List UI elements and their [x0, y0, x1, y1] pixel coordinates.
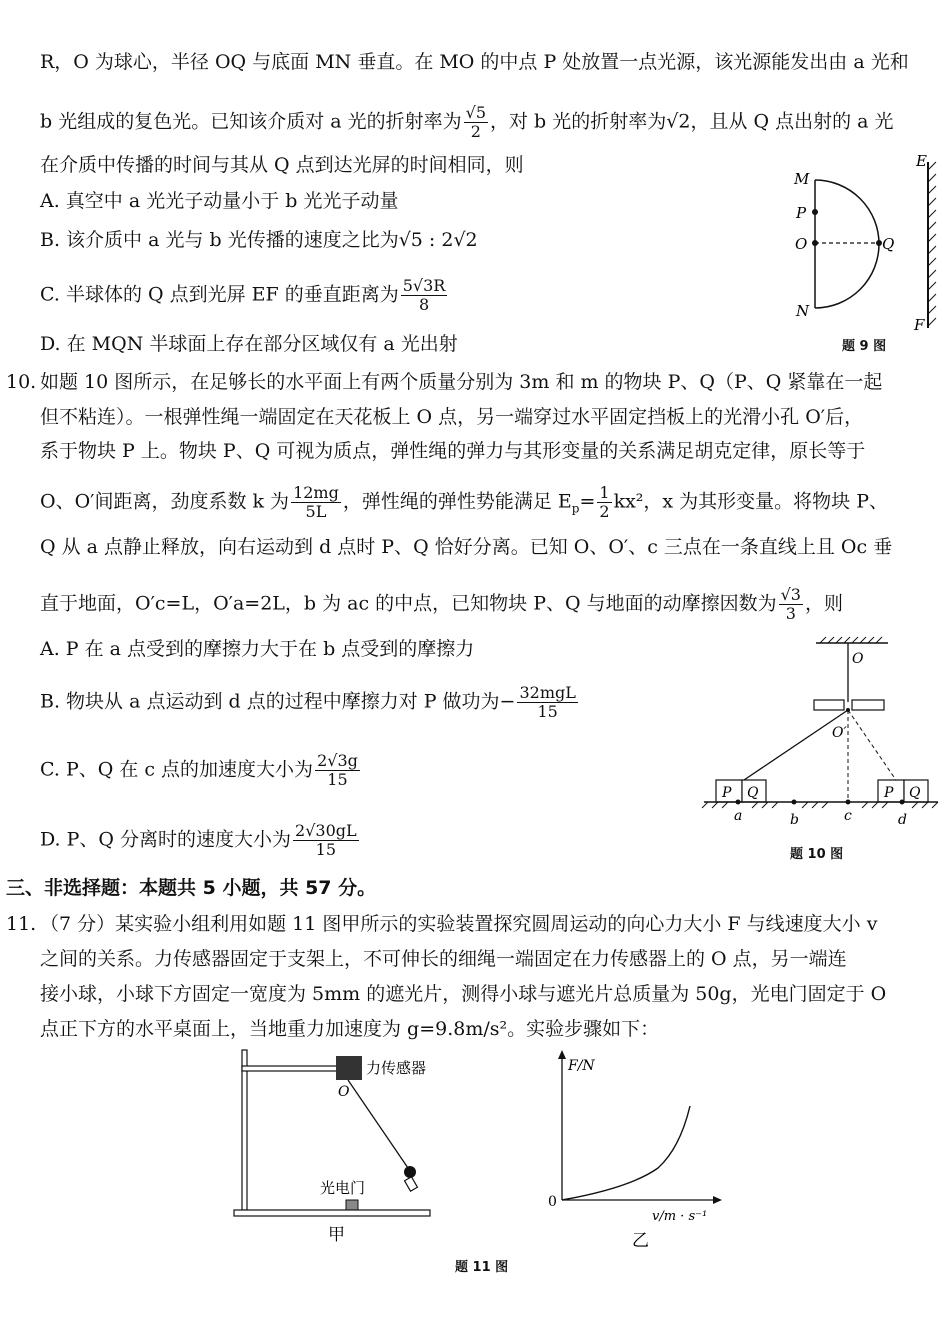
q10-optc-den: 15 — [327, 770, 348, 789]
q10-figure-caption: 题 10 图 — [790, 847, 844, 862]
q9-label-m: M — [794, 170, 810, 188]
q10-mu-num: √3 — [780, 585, 801, 604]
q10-optb-den: 15 — [537, 702, 558, 721]
q9-option-c-text: C. 半球体的 Q 点到光屏 EF 的垂直距离为 — [40, 283, 399, 306]
q9-frac-den: 2 — [470, 122, 481, 141]
q9-label-q: Q — [882, 235, 895, 253]
q10-option-b-fraction — [517, 684, 577, 721]
q10-point-d: d — [898, 812, 907, 828]
q9-optc-den: 8 — [418, 295, 430, 314]
q9-figure-caption: 题 9 图 — [842, 339, 887, 354]
q10-label-o-prime: O′ — [832, 725, 847, 741]
q10-mu-den: 3 — [785, 604, 796, 623]
q11-line-2: 之间的关系。力传感器固定于支架上，不可伸长的细绳一端固定在力传感器上的 O 点，另一端连 — [40, 948, 847, 970]
q11-label-o: O — [338, 1084, 350, 1100]
q10-line-4e: kx²，x 为其形变量。将物块 P、 — [613, 490, 888, 513]
q9-label-e: E — [916, 152, 927, 170]
q10-optd-den: 15 — [315, 840, 337, 859]
q10-point-c: c — [844, 808, 852, 824]
q11-graph-xlabel: v/m · s⁻¹ — [652, 1209, 708, 1224]
q11-number: 11. — [6, 913, 37, 935]
q10-ep-subscript: p — [571, 501, 580, 516]
q10-half-fraction — [597, 484, 611, 521]
q10-mu-fraction — [779, 586, 803, 623]
q10-point-a: a — [734, 808, 743, 824]
q9-frac-num: √5 — [465, 103, 486, 122]
q9-n-a-fraction — [464, 104, 488, 141]
q10-optc-num: 2√3g — [317, 751, 358, 770]
q10-option-d-fraction — [293, 822, 359, 859]
q10-option-c-text: C. P、Q 在 c 点的加速度大小为 — [40, 758, 314, 781]
q11-figure-left — [230, 1048, 440, 1248]
q11-line-3: 接小球，小球下方固定一宽度为 5mm 的遮光片，测得小球与遮光片总质量为 50g，光电门固定于 O — [40, 983, 887, 1005]
q10-half-num: 1 — [599, 483, 610, 502]
q11-line-4: 点正下方的水平桌面上，当地重力加速度为 g=9.8m/s²。实验步骤如下： — [40, 1018, 660, 1040]
q10-optb-num: 32mgL — [519, 683, 576, 702]
q9-line-2a: b 光组成的复色光。已知该介质对 a 光的折射率为 — [40, 110, 462, 133]
q11-figure-right — [540, 1048, 740, 1254]
q10-block-p-left: P — [722, 785, 732, 801]
q11-label-yi: 乙 — [632, 1231, 649, 1251]
q9-option-a: A. 真空中 a 光光子动量小于 b 光光子动量 — [40, 190, 399, 212]
q11-graph-curve — [562, 1106, 690, 1200]
q10-option-a: A. P 在 a 点受到的摩擦力大于在 b 点受到的摩擦力 — [40, 638, 475, 660]
q10-block-q-left: Q — [747, 785, 759, 801]
q10-line-6a: 直于地面，O′c=L，O′a=2L，b 为 ac 的中点，已知物块 P、Q 与地面的动摩擦因数为 — [40, 592, 777, 615]
q9-label-n: N — [796, 302, 810, 320]
q9-figure — [780, 150, 950, 340]
q10-line-3: 系于物块 P 上。物块 P、Q 可视为质点，弹性绳的弹力与其形变量的关系满足胡克定律，原长等于 — [40, 440, 866, 462]
q10-equals: = — [579, 490, 596, 513]
q9-option-b: B. 该介质中 a 光与 b 光传播的速度之比为√5 : 2√2 — [40, 229, 478, 251]
q10-half-den: 2 — [599, 502, 610, 521]
q10-k-den: 5L — [305, 502, 327, 521]
q10-option-d-text: D. P、Q 分离时的速度大小为 — [40, 828, 292, 851]
q10-figure — [696, 636, 946, 836]
q10-line-6 — [40, 586, 934, 623]
q10-line-5: Q 从 a 点静止释放，向右运动到 d 点时 P、Q 恰好分离。已知 O、O′、c 三点在一条直线上且 Oc 垂 — [40, 536, 893, 558]
q10-label-o: O — [852, 651, 864, 667]
q9-optc-num: 5√3R — [402, 276, 446, 295]
q11-figure-caption: 题 11 图 — [455, 1260, 509, 1275]
q11-line-1: （7 分）某实验小组利用如题 11 图甲所示的实验装置探究圆周运动的向心力大小 F 与线速度大小 v — [40, 913, 878, 935]
q10-line-2: 但不粘连）。一根弹性绳一端固定在天花板上 O 点，另一端穿过水平固定挡板上的光滑小孔 O′后， — [40, 406, 864, 428]
section-3-heading: 三、非选择题：本题共 5 小题，共 57 分。 — [6, 877, 377, 899]
q9-line-2 — [40, 104, 934, 141]
q10-line-4b: ，弹性绳的弹性势能满足 E — [342, 490, 572, 513]
q10-line-4a: O、O′间距离，劲度系数 k 为 — [40, 490, 290, 513]
q9-label-f: F — [914, 316, 925, 334]
q9-option-c-fraction — [401, 277, 448, 314]
q10-optd-num: 2√30gL — [295, 821, 357, 840]
q10-block-p-right: P — [884, 785, 894, 801]
q9-label-p: P — [796, 204, 807, 222]
q10-block-q-right: Q — [909, 785, 921, 801]
q11-graph-origin: 0 — [548, 1194, 557, 1210]
q10-option-b-text: B. 物块从 a 点运动到 d 点的过程中摩擦力对 P 做功为− — [40, 690, 516, 713]
q9-line-3: 在介质中传播的时间与其从 Q 点到达光屏的时间相同，则 — [40, 154, 524, 176]
q10-k-fraction — [291, 484, 341, 521]
q10-number: 10. — [6, 371, 37, 393]
q10-point-b: b — [790, 812, 799, 828]
q11-graph-ylabel: F/N — [568, 1058, 595, 1074]
q9-option-d: D. 在 MQN 半球面上存在部分区域仅有 a 光出射 — [40, 333, 458, 355]
q9-label-o: O — [795, 235, 808, 253]
q11-label-gate: 光电门 — [320, 1179, 366, 1197]
q10-line-6b: ，则 — [804, 592, 843, 615]
q10-line-1: 如题 10 图所示，在足够长的水平面上有两个质量分别为 3m 和 m 的物块 P、Q（P、Q 紧靠在一起 — [40, 371, 883, 393]
q10-line-4 — [40, 484, 934, 523]
q10-option-c-fraction — [315, 752, 360, 789]
q11-label-sensor: 力传感器 — [366, 1059, 427, 1077]
q9-line-2b: ，对 b 光的折射率为√2，且从 Q 点出射的 a 光 — [490, 110, 894, 133]
q9-line-1: R，O 为球心，半径 OQ 与底面 MN 垂直。在 MO 的中点 P 处放置一点光源，该光源能发出由 a 光和 — [40, 51, 909, 73]
q11-label-jia: 甲 — [328, 1225, 345, 1245]
q10-k-num: 12mg — [293, 483, 339, 502]
